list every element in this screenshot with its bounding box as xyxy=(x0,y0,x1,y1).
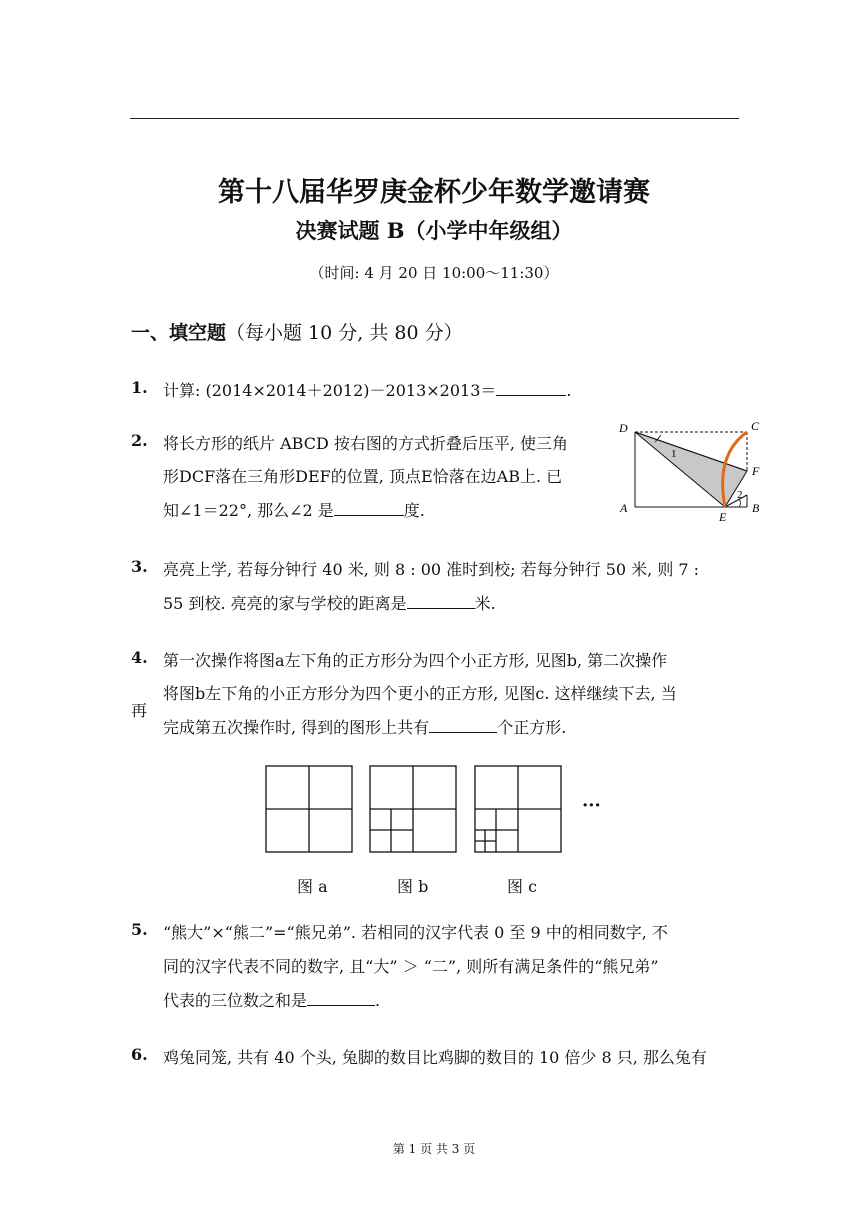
caption-a: 图 a xyxy=(297,877,328,896)
question-number-4: 4. xyxy=(131,648,148,667)
section-heading xyxy=(131,318,463,345)
page-footer: 第 1 页 共 3 页 xyxy=(392,1142,476,1156)
section-title: 一、填空题 xyxy=(131,322,227,344)
answer-blank-5 xyxy=(307,1004,375,1006)
question-2-line-1: 将长方形的纸片 ABCD 按右图的方式折叠后压平, 使三角 xyxy=(163,434,569,453)
question-3-line-2 xyxy=(163,591,496,614)
label-a: A xyxy=(620,501,628,515)
label-angle-2: 2 xyxy=(737,489,743,501)
question-2-text: 知∠1＝22°, 那么∠2 是 xyxy=(163,501,334,520)
square-figures xyxy=(265,765,565,855)
question-5-text: 代表的三位数之和是 xyxy=(163,991,308,1010)
question-3-end: 米. xyxy=(474,594,496,613)
answer-blank-3 xyxy=(407,607,475,609)
question-number-1: 1. xyxy=(131,378,148,397)
fold-diagram xyxy=(615,415,775,525)
label-angle-1: 1 xyxy=(671,448,677,460)
question-number-2: 2. xyxy=(131,431,148,450)
question-2-line-3 xyxy=(163,498,425,521)
label-e: E xyxy=(719,510,727,524)
caption-b: 图 b xyxy=(397,877,429,896)
question-1 xyxy=(163,378,571,401)
page-title: 第十八届华罗庚金杯少年数学邀请赛 xyxy=(218,177,650,208)
label-b: B xyxy=(752,501,760,515)
question-4-line-3 xyxy=(163,715,566,738)
folded-triangle xyxy=(635,432,747,507)
question-3-text: 55 到校. 亮亮的家与学校的距离是 xyxy=(163,594,407,613)
question-5-line-3 xyxy=(163,988,380,1011)
label-d: D xyxy=(619,421,628,435)
question-2-line-2: 形DCF落在三角形DEF的位置, 顶点E恰落在边AB上. 已 xyxy=(163,467,563,486)
question-4-line-2: 将图b左下角的小正方形分为四个更小的正方形, 见图c. 这样继续下去, 当 xyxy=(163,684,677,703)
question-3-line-1: 亮亮上学, 若每分钟行 40 米, 则 8 : 00 准时到校; 若每分钟行 50 米, 则 7 : xyxy=(163,560,700,579)
figure-a xyxy=(266,766,352,852)
question-4-end: 个正方形. xyxy=(497,718,567,737)
page-subtitle: 决赛试题 B（小学中年级组） xyxy=(295,218,573,243)
figure-ellipsis: ··· xyxy=(582,795,601,816)
question-1-text: 计算: (2014×2014＋2012)－2013×2013＝ xyxy=(163,381,497,400)
question-4-line-1: 第一次操作将图a左下角的正方形分为四个小正方形, 见图b, 第二次操作 xyxy=(163,651,668,670)
figure-b xyxy=(370,766,456,852)
section-note: （每小题 10 分, 共 80 分） xyxy=(226,322,463,344)
answer-blank-2 xyxy=(334,514,404,516)
question-5-line-2: 同的汉字代表不同的数字, 且“大” ＞ “二”, 则所有满足条件的“熊兄弟” xyxy=(163,957,659,976)
question-4-text: 完成第五次操作时, 得到的图形上共有 xyxy=(163,718,430,737)
figure-c xyxy=(475,766,561,852)
question-4-prefix: 再 xyxy=(131,701,148,720)
question-number-6: 6. xyxy=(131,1045,148,1064)
question-number-5: 5. xyxy=(131,920,148,939)
header-rule xyxy=(130,118,739,119)
answer-blank-4 xyxy=(429,731,497,733)
question-6-line-1: 鸡兔同笼, 共有 40 个头, 兔脚的数目比鸡脚的数目的 10 倍少 8 只, 那么兔有 xyxy=(163,1048,707,1067)
question-number-3: 3. xyxy=(131,557,148,576)
question-5-end: . xyxy=(375,991,381,1010)
question-5-line-1: “熊大”×“熊二”=“熊兄弟”. 若相同的汉字代表 0 至 9 中的相同数字, 不 xyxy=(163,923,668,942)
question-1-end: . xyxy=(566,381,572,400)
answer-blank-1 xyxy=(496,394,566,396)
exam-time: （时间: 4 月 20 日 10:00～11:30） xyxy=(309,264,559,282)
caption-c: 图 c xyxy=(507,877,538,896)
label-c: C xyxy=(751,419,760,433)
label-f: F xyxy=(752,464,760,478)
question-2-end: 度. xyxy=(403,501,425,520)
